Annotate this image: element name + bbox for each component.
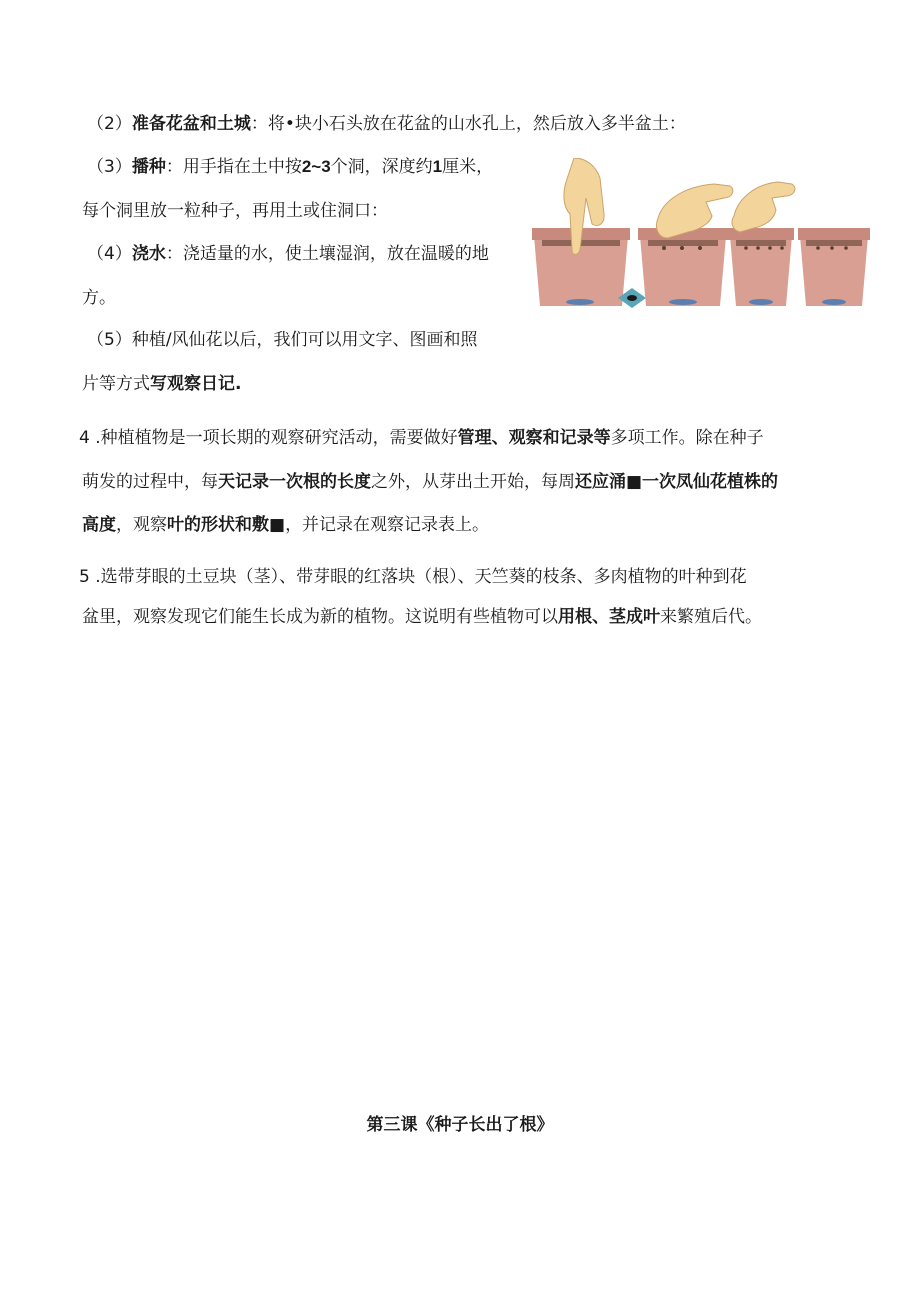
item-4-bold-5: 叶的形状和敷■ [167, 515, 286, 535]
item-4-text-3b: ，并记录在观察记录表上。 [285, 515, 490, 535]
item-5-text-2a: 盆里，观察发现它们能生长成为新的植物。这说明有些植物可以 [82, 607, 558, 627]
step-3-text-a: ：用手指在土中按 [165, 157, 302, 177]
step-5-text: 种植/风仙花以后，我们可以用文字、图画和照 [131, 330, 478, 350]
item-4-bold-2: 天记录一次根的长度 [218, 472, 371, 492]
step-3-number-holes: 2~3 [301, 157, 331, 176]
item-4-line-3 [82, 513, 489, 537]
item-4-bold-1: 管理、观察和记录等 [457, 428, 611, 448]
step-3-number: （3） [87, 157, 132, 177]
item-4-text-2a: 萌发的过程中，每 [82, 472, 218, 492]
step-2-text: ：将•块小石头放在花盆的山水孔上，然后放入多半盆土： [250, 114, 686, 134]
step-3 [87, 155, 493, 179]
step-5-line-2 [82, 372, 241, 396]
item-4-text-1: 多项工作。除在种子 [610, 428, 764, 448]
item-4-bold-4: 高度 [82, 515, 116, 535]
step-4-number: （4） [87, 244, 132, 264]
item-4-text-2b: 之外，从芽出土开始，每周 [371, 472, 575, 492]
pot-4 [798, 228, 870, 306]
item-4-line-2 [82, 470, 778, 494]
item-5-text-2b: 来繁殖后代。 [660, 607, 762, 627]
step-5-number: （5） [87, 330, 132, 350]
step-5-text-2: 片等方式 [82, 374, 150, 394]
item-5-line-1: 5 .选带芽眼的土豆块（茎）、带芽眼的红落块（根）、天竺葵的枝条、多肉植物的叶种到花 [79, 567, 747, 587]
planting-illustration [528, 158, 874, 314]
item-4-text-3a: ，观察 [116, 515, 167, 535]
item-4-bold-3: 还应涌■一次凤仙花植株的 [575, 472, 779, 492]
hand-3 [732, 182, 795, 232]
step-3-line-2: 每个洞里放一粒种子，再用土或住洞口： [82, 201, 388, 221]
step-4-text: ：浇适量的水，使土壤湿润，放在温暖的地 [165, 244, 489, 264]
step-3-text-c: 厘米， [442, 157, 494, 177]
step-3-depth: 1 [432, 157, 443, 176]
step-3-text-b: 个洞，深度约 [330, 157, 433, 177]
step-2-number: （2） [87, 114, 132, 134]
item-5-line-2 [82, 605, 762, 629]
step-3-heading: 播种 [131, 157, 166, 177]
step-4-line-2: 方。 [82, 288, 116, 308]
pot-3 [728, 228, 794, 306]
step-2-heading: 准备花盆和土城 [131, 114, 251, 134]
lesson-title: 第三课《种子长出了根》 [366, 1115, 554, 1135]
step-2 [87, 112, 686, 136]
pot-2 [638, 228, 728, 306]
step-5-highlight: 写观察日记. [150, 374, 242, 394]
step-4-heading: 浇水 [131, 244, 166, 264]
step-5 [87, 328, 478, 352]
item-4-line-1 [79, 426, 764, 450]
item-4-lead: 4 .种植植物是一项长期的观察研究活动，需要做好 [79, 428, 458, 448]
step-4 [87, 242, 489, 266]
item-5-bold: 用根、茎成叶 [558, 607, 660, 627]
